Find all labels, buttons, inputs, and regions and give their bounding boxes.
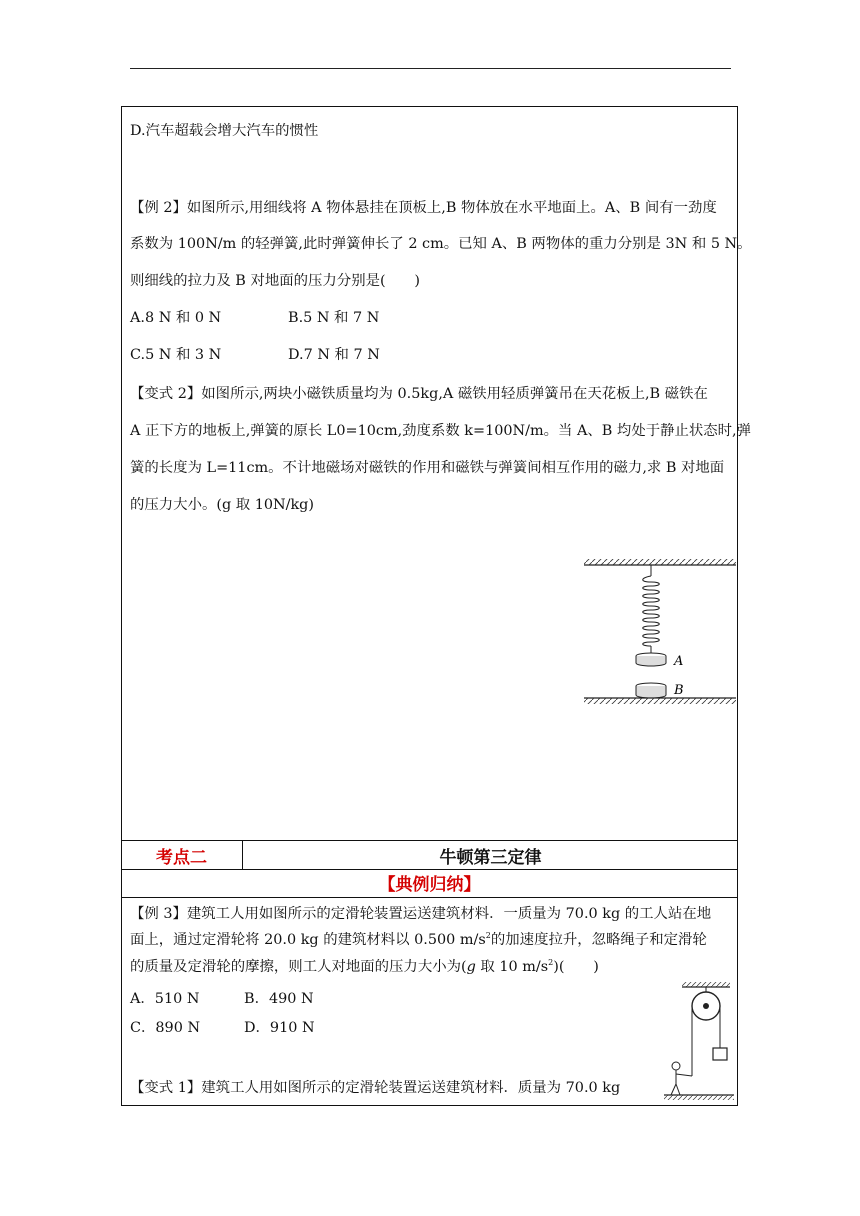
example2-option-a: A.8 N 和 0 N (130, 310, 222, 326)
example2-line1: 【例 2】如图所示,用细线将 A 物体悬挂在顶板上,B 物体放在水平地面上。A、B 间有一劲度 (130, 200, 717, 216)
example2-option-b: B.5 N 和 7 N (288, 310, 380, 326)
example2-line3: 则细线的拉力及 B 对地面的压力分别是( ) (130, 273, 420, 289)
header-rule (130, 68, 731, 69)
variant1-line1: 【变式 1】建筑工人用如图所示的定滑轮装置运送建筑材料．质量为 70.0 kg (130, 1080, 621, 1096)
pulley-figure (662, 976, 736, 1102)
variant2-line4: 的压力大小。(g 取 10N/kg) (130, 497, 315, 513)
example3-option-a: A．510 N (130, 991, 200, 1007)
variant2-line3: 簧的长度为 L=11cm。不计地磁场对磁铁的作用和磁铁与弹簧间相互作用的磁力,求 B 对地面 (130, 460, 725, 476)
section-title: 牛顿第三定律 (439, 847, 542, 868)
example2-option-c: C.5 N 和 3 N (130, 347, 222, 363)
example3-line2: 面上，通过定滑轮将 20.0 kg 的建筑材料以 0.500 $m/s^2$的加速度拉升，忽略绳子和定滑轮 (130, 931, 707, 948)
example3-line3: 的质量及定滑轮的摩擦，则工人对地面的压力大小为(g 取 10 $m/s^2$)( ) (130, 958, 599, 975)
example3-option-c: C．890 N (130, 1020, 201, 1036)
label-a: A (674, 654, 684, 669)
example2-option-d: D.7 N 和 7 N (288, 347, 380, 363)
section-label: 考点二 (121, 841, 243, 869)
example2-line2: 系数为 100N/m 的轻弹簧,此时弹簧伸长了 2 cm。已知 A、B 两物体的重力分别是 3N 和 5 N。 (130, 236, 752, 252)
variant2-line1: 【变式 2】如图所示,两块小磁铁质量均为 0.5kg,A 磁铁用轻质弹簧吊在天花板上,B 磁铁在 (130, 386, 708, 402)
option-d-previous: D.汽车超载会增大汽车的惯性 (130, 123, 319, 139)
section-subtitle: 【典例归纳】 (121, 868, 738, 898)
example3-option-d: D．910 N (244, 1020, 315, 1036)
variant2-line2: A 正下方的地板上,弹簧的原长 L0=10cm,劲度系数 k=100N/m。当 A、B 均处于静止状态时,弹 (130, 423, 752, 439)
spring-magnet-figure (580, 556, 740, 706)
example3-line1: 【例 3】建筑工人用如图所示的定滑轮装置运送建筑材料．一质量为 70.0 kg 的工人站在地 (130, 906, 712, 922)
example3-option-b: B．490 N (244, 991, 314, 1007)
label-b: B (674, 683, 684, 698)
section-header-row (121, 840, 738, 870)
